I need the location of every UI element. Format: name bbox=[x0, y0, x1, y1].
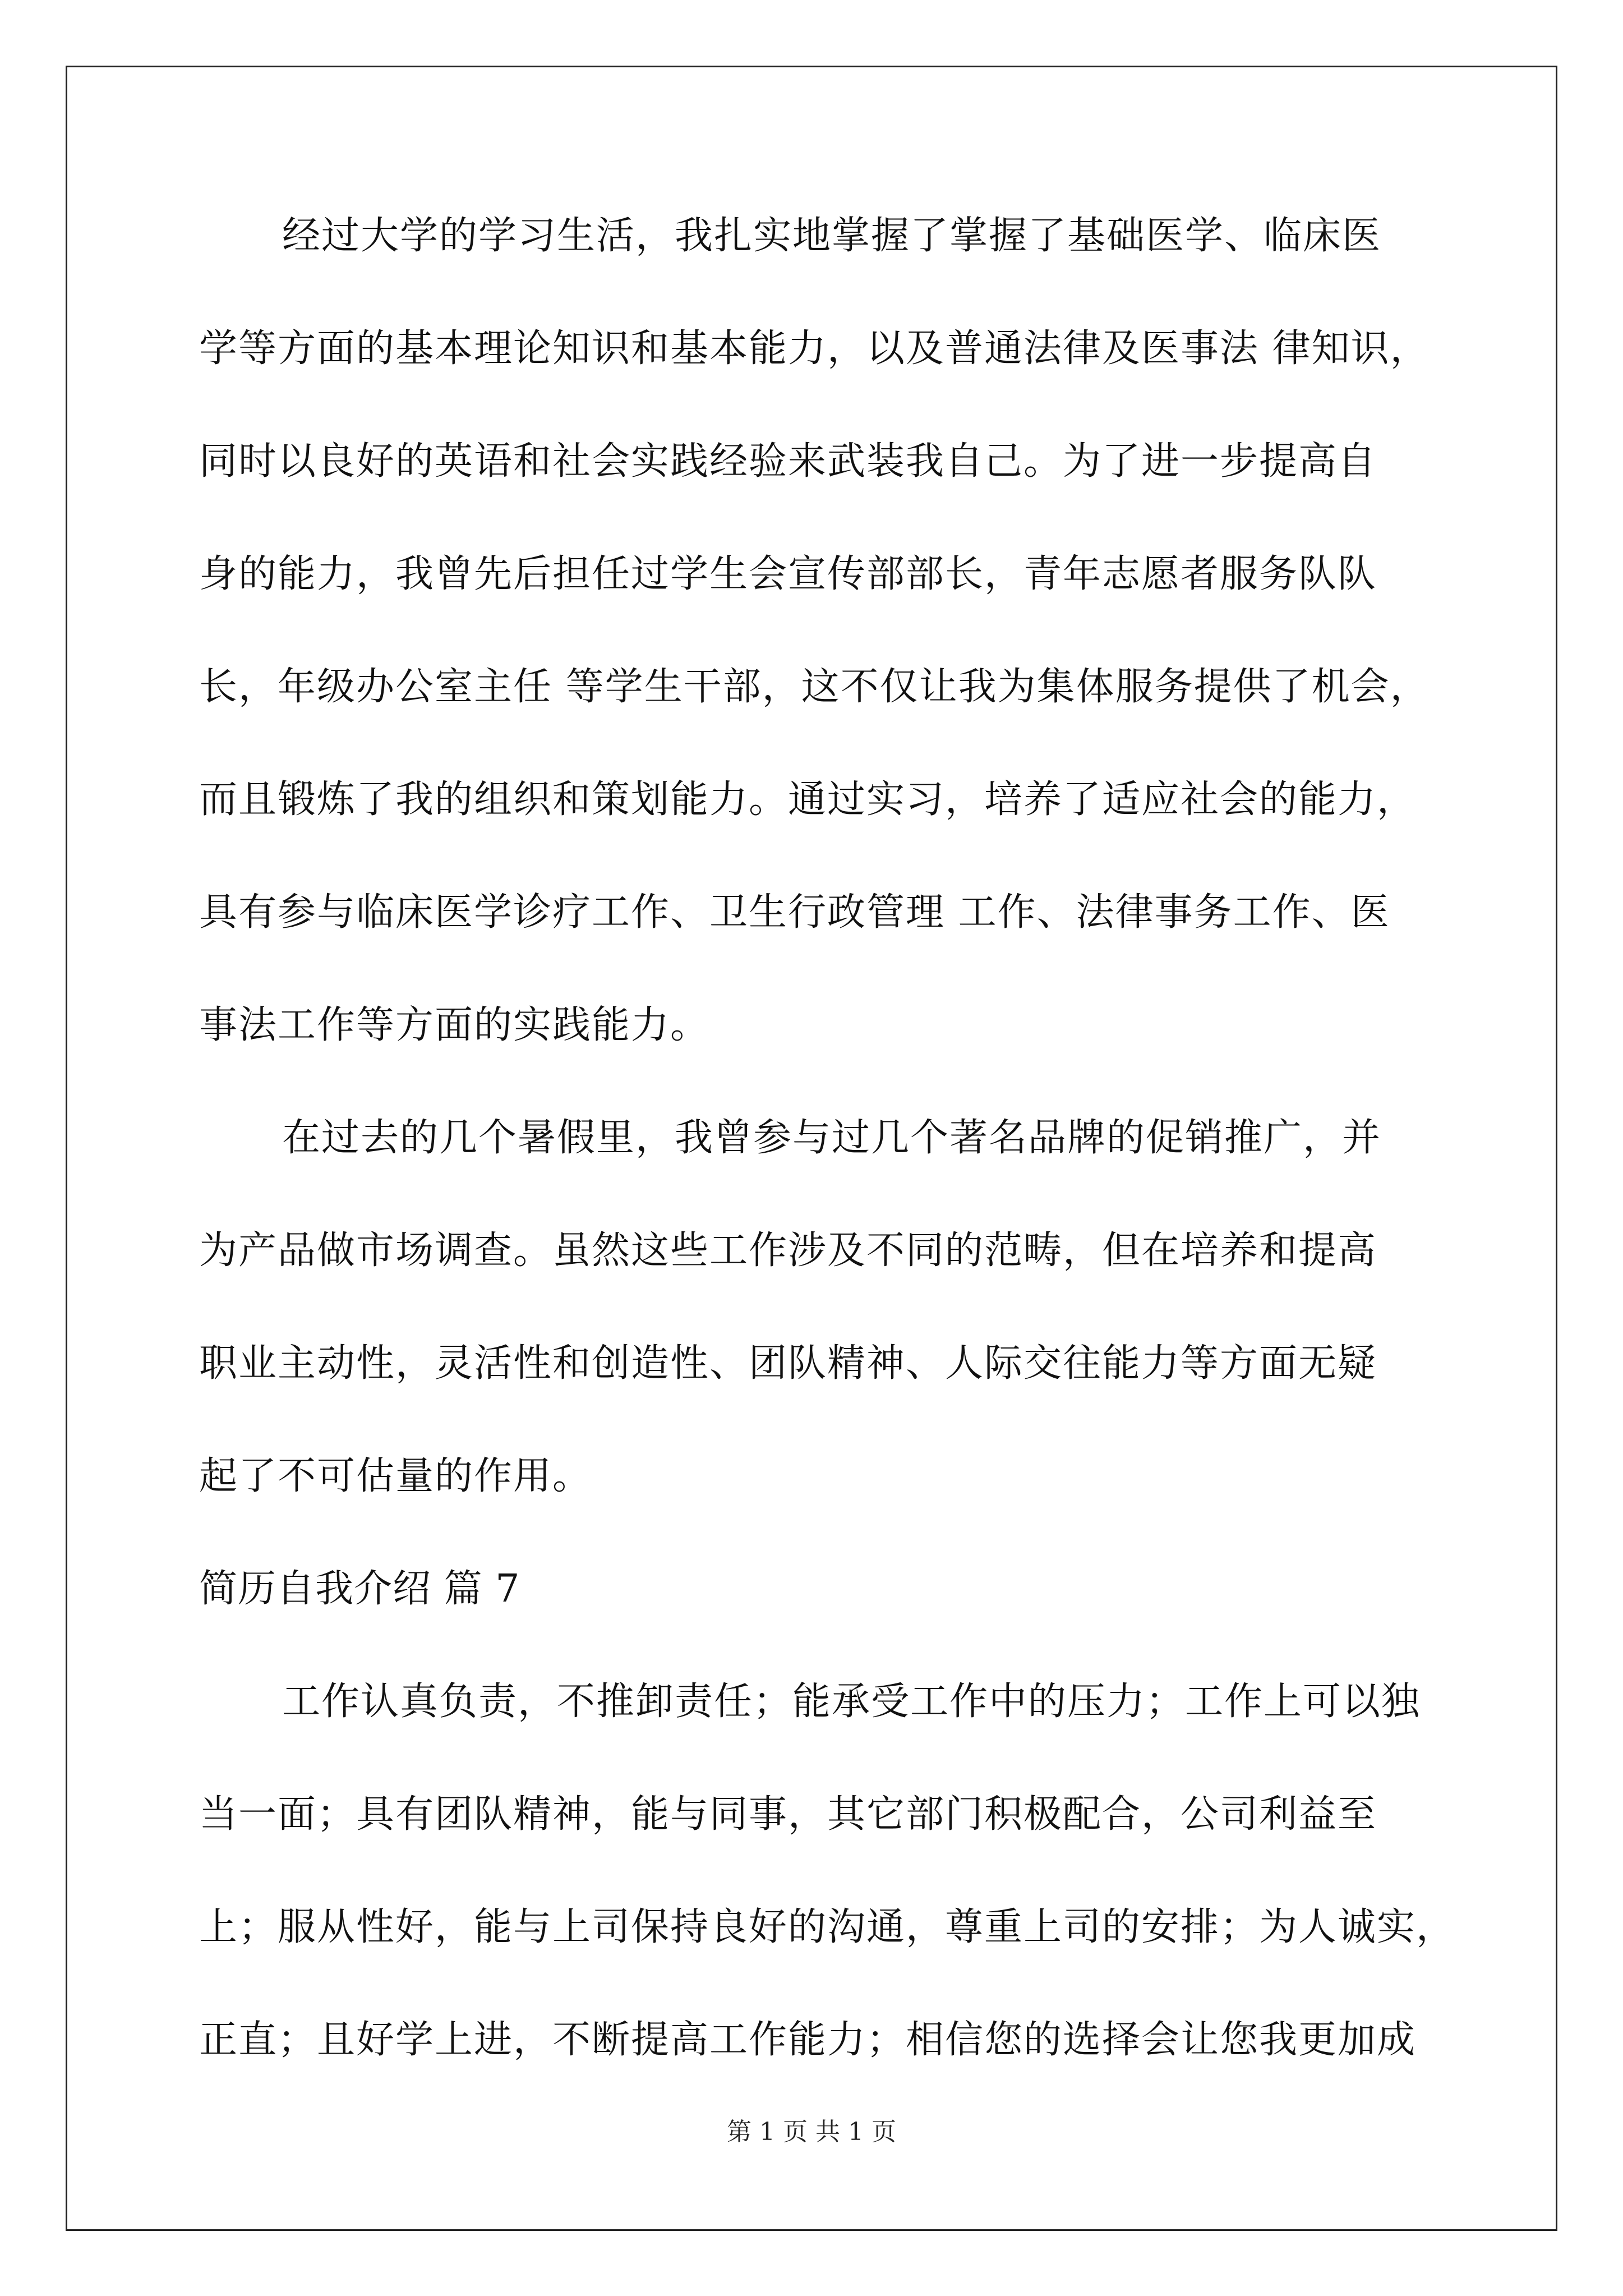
paragraph-2-line: 为产品做市场调查。虽然这些工作涉及不同的范畴，但在培养和提高 bbox=[199, 1228, 1377, 1273]
paragraph-2-line: 在过去的几个暑假里，我曾参与过几个著名品牌的促销推广，并 bbox=[282, 1116, 1382, 1160]
paragraph-2-line: 职业主动性，灵活性和创造性、团队精神、人际交往能力等方面无疑 bbox=[199, 1341, 1377, 1386]
paragraph-3-line: 正直；且好学上进，不断提高工作能力；相信您的选择会让您我更加成 bbox=[199, 2018, 1417, 2062]
document-body bbox=[199, 213, 1495, 2130]
page-footer: 第 1 页 共 1 页 bbox=[727, 2118, 896, 2146]
paragraph-1-line: 经过大学的学习生活，我扎实地掌握了掌握了基础医学、临床医 bbox=[282, 214, 1382, 258]
paragraph-3-line: 当一面；具有团队精神，能与同事，其它部门积极配合，公司利益至 bbox=[199, 1792, 1377, 1837]
paragraph-1-line: 事法工作等方面的实践能力。 bbox=[199, 1003, 710, 1047]
paragraph-1-line: 同时以良好的英语和社会实践经验来武装我自己。为了进一步提高自 bbox=[199, 439, 1377, 484]
paragraph-1-line: 具有参与临床医学诊疗工作、卫生行政管理 工作、法律事务工作、医 bbox=[199, 890, 1390, 935]
paragraph-1-line: 学等方面的基本理论知识和基本能力，以及普通法律及医事法 律知识， bbox=[199, 326, 1430, 371]
paragraph-2-line: 起了不可估量的作用。 bbox=[199, 1454, 592, 1498]
paragraph-3-line: 工作认真负责，不推卸责任；能承受工作中的压力；工作上可以独 bbox=[282, 1680, 1421, 1724]
section-heading: 简历自我介绍 篇 7 bbox=[199, 1567, 520, 1611]
paragraph-3-line: 上；服从性好，能与上司保持良好的沟通，尊重上司的安排；为人诚实， bbox=[199, 1905, 1456, 1949]
paragraph-1-line: 身的能力，我曾先后担任过学生会宣传部部长，青年志愿者服务队队 bbox=[199, 552, 1377, 596]
paragraph-1-line: 而且锻炼了我的组织和策划能力。通过实习，培养了适应社会的能力， bbox=[199, 777, 1417, 822]
paragraph-1-line: 长，年级办公室主任 等学生干部，这不仅让我为集体服务提供了机会， bbox=[199, 665, 1430, 709]
